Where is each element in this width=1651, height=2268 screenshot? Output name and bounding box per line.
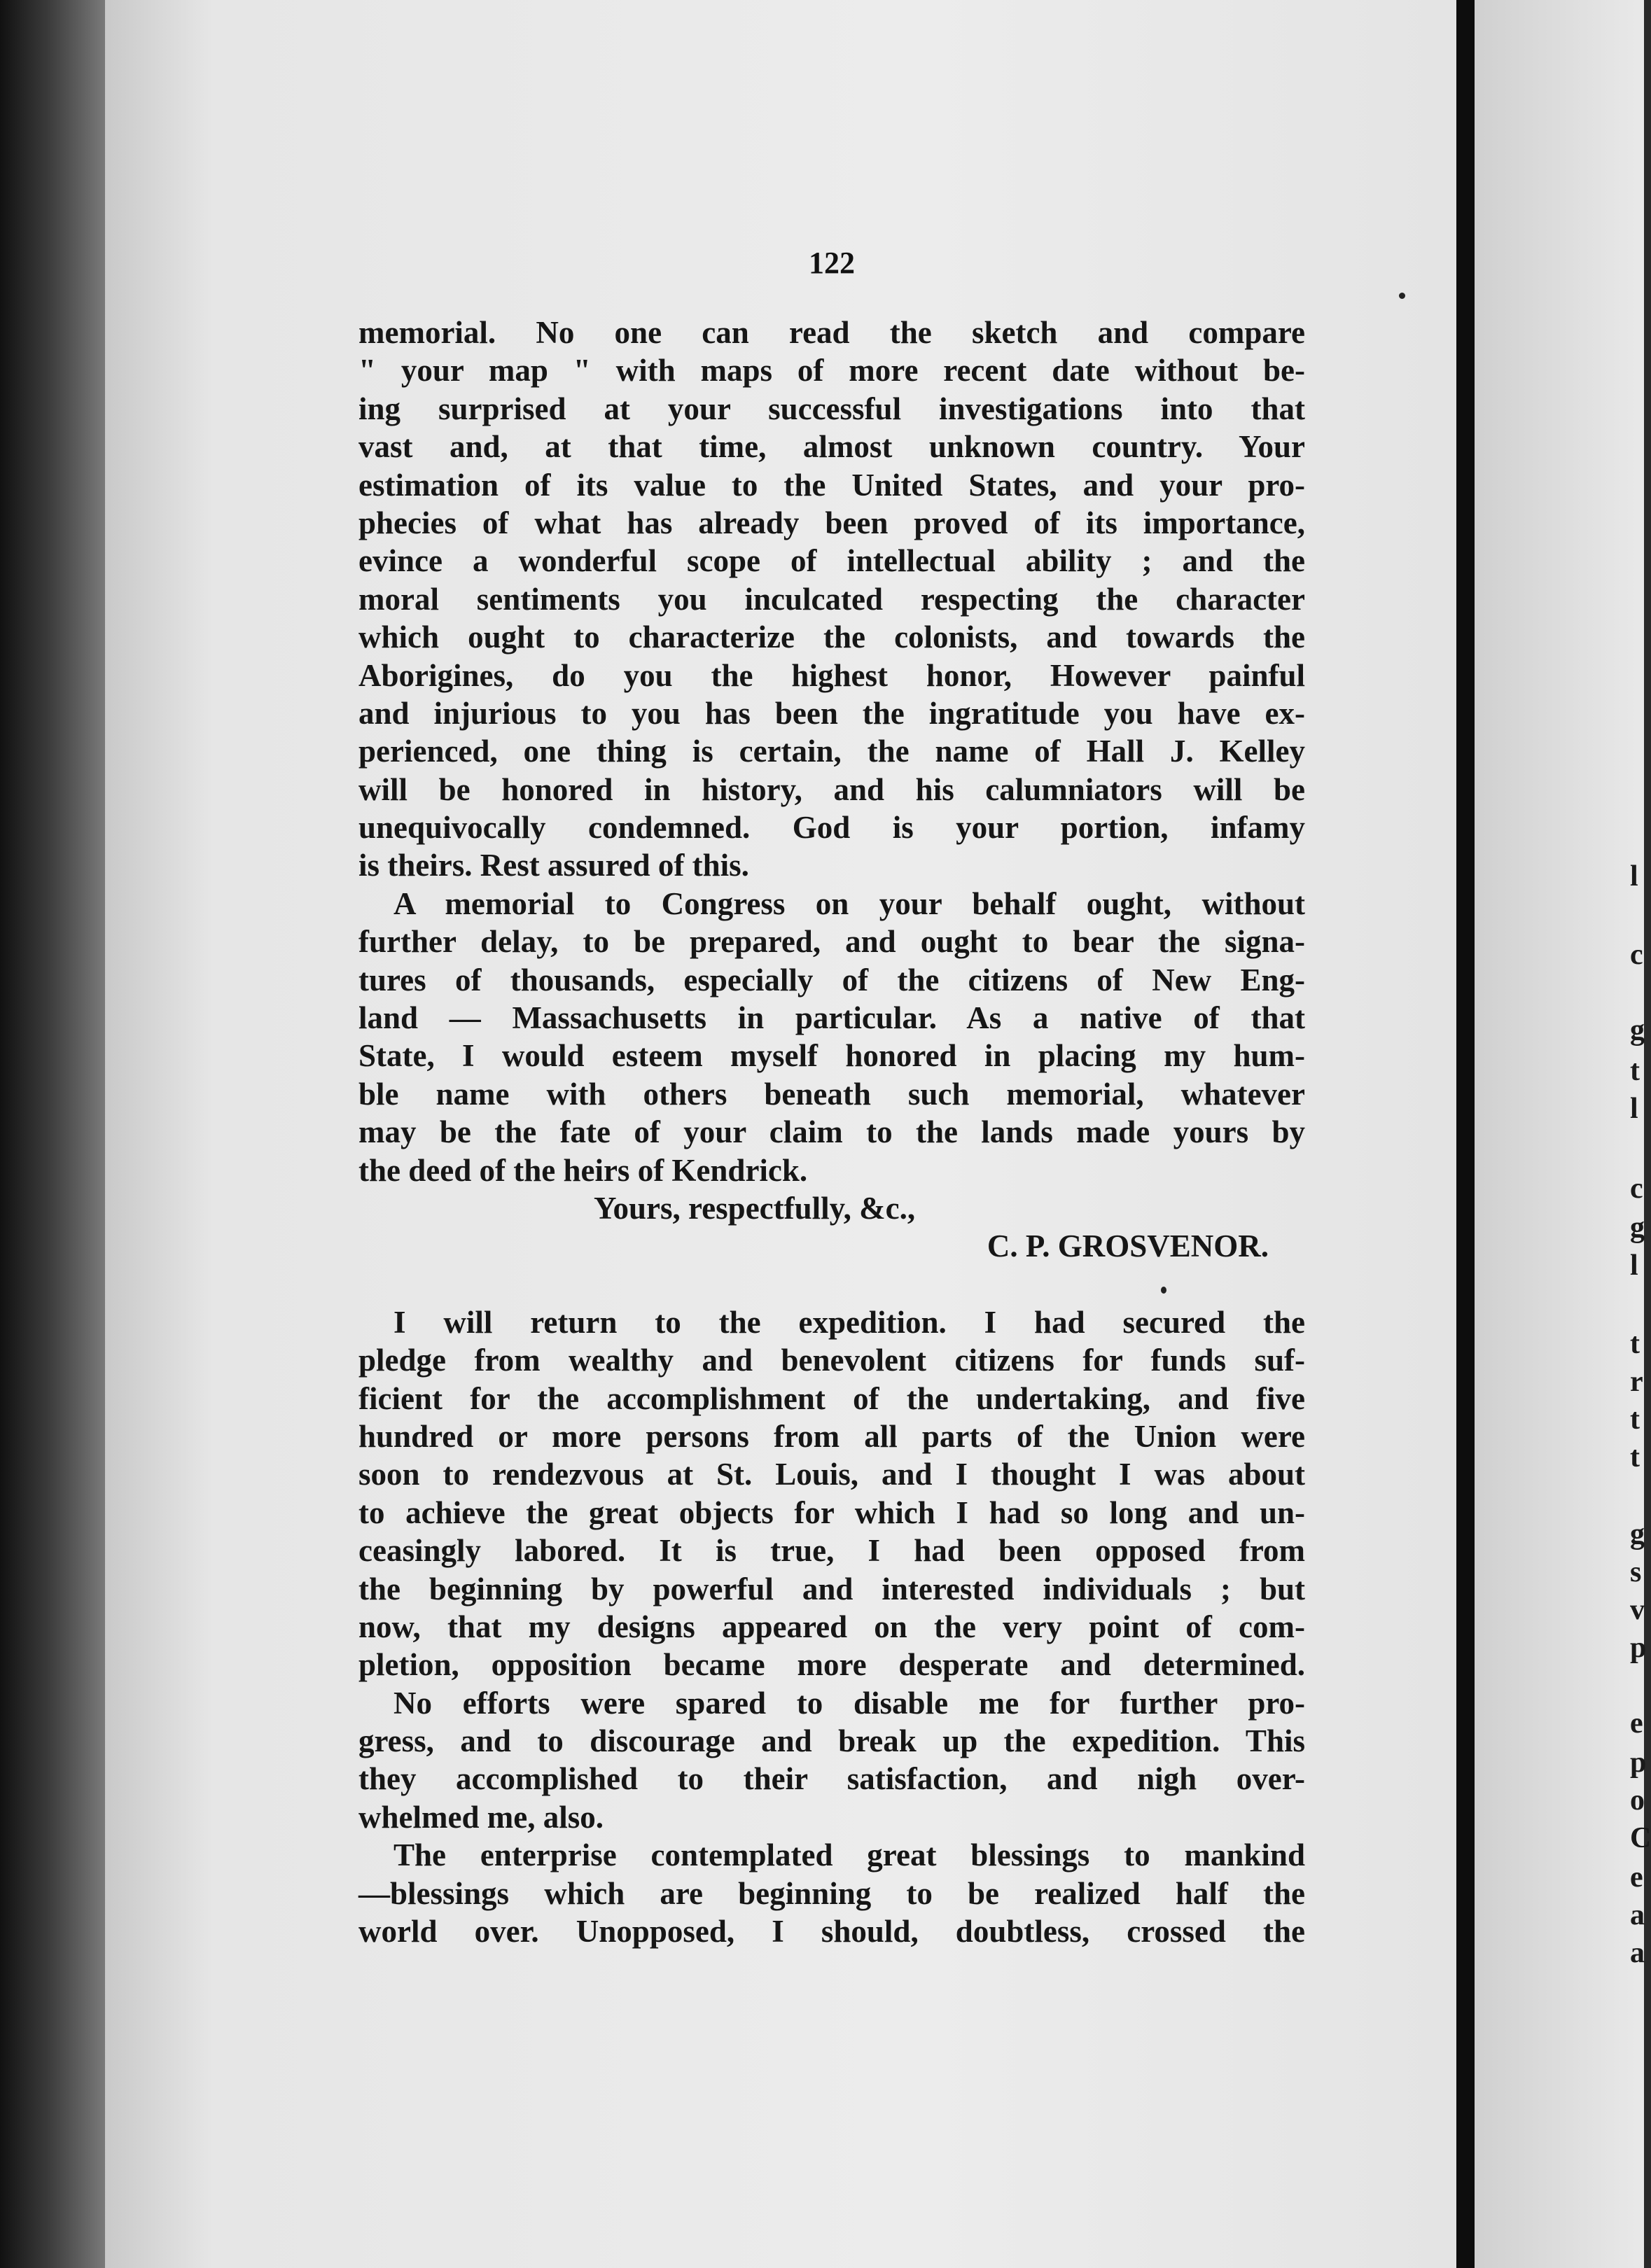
body-text	[358, 314, 1305, 1950]
text-line: No efforts were spared to disable me for further pro-	[393, 1685, 1305, 1721]
facing-page-letter: a	[1630, 1937, 1645, 1969]
facing-page-letter: g	[1630, 1518, 1645, 1550]
text-line: will be honored in history, and his calumniators will be	[358, 771, 1305, 807]
signature-line: C. P. GROSVENOR.	[987, 1228, 1269, 1264]
text-line: now, that my designs appeared on the very point of com-	[358, 1609, 1305, 1644]
facing-page-letter: r	[1630, 1366, 1643, 1398]
text-line: further delay, to be prepared, and ought to bear the signa-	[358, 924, 1305, 960]
facing-page-letter: t	[1630, 1055, 1640, 1087]
text-line: ceasingly labored. It is true, I had been opposed from	[358, 1533, 1305, 1569]
text-line: ble name with others beneath such memorial, whatever	[358, 1076, 1305, 1112]
facing-page-letter: t	[1630, 1441, 1640, 1474]
facing-page-letter: p	[1630, 1746, 1647, 1779]
text-line: may be the fate of your claim to the lands made yours by	[358, 1114, 1305, 1150]
text-line: ficient for the accomplishment of the undertaking, and five	[358, 1380, 1305, 1416]
text-line: world over. Unopposed, I should, doubtless, crossed the	[358, 1914, 1305, 1949]
facing-page-letter: p	[1630, 1632, 1647, 1664]
text-line: I will return to the expedition. I had secured the	[393, 1304, 1305, 1340]
text-line: is theirs. Rest assured of this.	[358, 848, 749, 883]
text-line: to achieve the great objects for which I had so long and un-	[358, 1494, 1305, 1530]
text-line: —blessings which are beginning to be realized half the	[358, 1875, 1305, 1911]
facing-page-letter: t	[1630, 1404, 1640, 1436]
facing-page-letter: g	[1630, 1014, 1645, 1046]
facing-page-letter: g	[1630, 1212, 1645, 1244]
text-line: phecies of what has already been proved of its importance,	[358, 505, 1305, 540]
text-line: hundred or more persons from all parts of the Union were	[358, 1418, 1305, 1454]
text-line: which ought to characterize the colonists, and towards the	[358, 620, 1305, 655]
text-line: they accomplished to their satisfaction, and nigh over-	[358, 1761, 1305, 1797]
page-gutter	[1456, 0, 1475, 2268]
text-line: " your map " with maps of more recent date without be-	[358, 353, 1305, 388]
book-binding-edge	[0, 0, 105, 2268]
facing-page-letter: a	[1630, 1899, 1645, 1931]
facing-page-letter: o	[1630, 1784, 1645, 1816]
text-line: gress, and to discourage and break up the expedition. This	[358, 1723, 1305, 1759]
text-line: pletion, opposition became more desperate and determined.	[358, 1647, 1305, 1683]
facing-page-letter: e	[1630, 1861, 1643, 1893]
text-line: estimation of its value to the United States, and your pro-	[358, 467, 1305, 503]
facing-page-letter: C	[1630, 1822, 1651, 1854]
text-line: perienced, one thing is certain, the name of Hall J. Kelley	[358, 734, 1305, 769]
text-line: vast and, at that time, almost unknown country. Your	[358, 429, 1305, 465]
text-line: tures of thousands, especially of the citizens of New Eng-	[358, 962, 1305, 997]
text-line: A memorial to Congress on your behalf ought, without	[393, 886, 1305, 921]
ink-speck	[1161, 1287, 1166, 1294]
text-line: whelmed me, also.	[358, 1799, 604, 1835]
text-line: soon to rendezvous at St. Louis, and I thought I was about	[358, 1457, 1305, 1492]
text-line: the deed of the heirs of Kendrick.	[358, 1152, 808, 1188]
page-number: 122	[809, 246, 855, 280]
facing-page-letter: c	[1630, 1172, 1643, 1205]
facing-page-letter: e	[1630, 1707, 1643, 1740]
facing-page-edge	[1475, 0, 1651, 2268]
text-line: the beginning by powerful and interested individuals ; but	[358, 1571, 1305, 1606]
text-line: and injurious to you has been the ingratitude you have ex-	[358, 695, 1305, 731]
facing-page-letter: c	[1630, 939, 1643, 971]
text-line: State, I would esteem myself honored in placing my hum-	[358, 1038, 1305, 1074]
facing-page-letter: l	[1630, 1093, 1638, 1125]
text-line: land — Massachusetts in particular. As a native of that	[358, 1000, 1305, 1036]
text-line: ing surprised at your successful investigations into that	[358, 391, 1305, 426]
paragraph-gap	[358, 1266, 1305, 1303]
facing-page-letter: l	[1630, 1250, 1638, 1282]
text-line: unequivocally condemned. God is your portion, infamy	[358, 810, 1305, 846]
text-line: memorial. No one can read the sketch and compare	[358, 315, 1305, 350]
facing-page-letter: l	[1630, 860, 1638, 892]
facing-page-letter: v	[1630, 1594, 1645, 1626]
text-line: evince a wonderful scope of intellectual ability ; and the	[358, 543, 1305, 579]
facing-page-letter: t	[1630, 1328, 1640, 1360]
text-line: The enterprise contemplated great blessings to mankind	[393, 1837, 1305, 1873]
text-line: pledge from wealthy and benevolent citizens for funds suf-	[358, 1343, 1305, 1378]
text-line: Aborigines, do you the highest honor, However painful	[358, 657, 1305, 693]
text-line: moral sentiments you inculcated respecting the character	[358, 581, 1305, 617]
ink-speck	[1399, 293, 1405, 299]
closing-line: Yours, respectfully, &c.,	[594, 1190, 916, 1226]
facing-page-letter: s	[1630, 1556, 1642, 1588]
